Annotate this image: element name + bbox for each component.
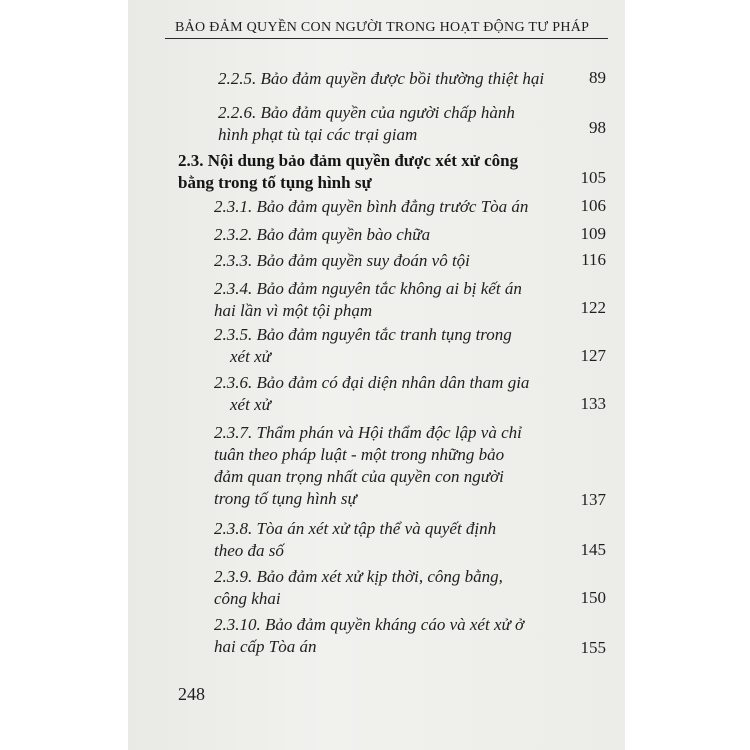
toc-entry-2-3-4 [214, 278, 522, 322]
toc-entry-2-3-6 [214, 372, 529, 416]
toc-entry-2-3-9 [214, 566, 503, 610]
running-head: BẢO ĐẢM QUYỀN CON NGƯỜI TRONG HOẠT ĐỘNG TƯ PHÁP [175, 20, 590, 35]
toc-page-number: 150 [580, 588, 606, 607]
toc-page-number: 155 [580, 638, 606, 657]
toc-entry-line: công khai [214, 589, 281, 608]
toc-entry-line: 2.2.5. Bảo đảm quyền được bồi thường thiệt hại [218, 69, 545, 88]
toc-section-2-3 [178, 150, 518, 194]
toc-entry-2-3-2 [214, 224, 430, 246]
toc-entry-line: 2.3.7. Thẩm phán và Hội thẩm độc lập và chỉ [214, 423, 522, 442]
toc-section-line: bằng trong tố tụng hình sự [178, 173, 372, 192]
toc-page-number: 133 [580, 394, 606, 413]
toc-entry-2-2-6 [218, 102, 515, 146]
toc-page-number: 106 [580, 196, 606, 215]
toc-entry-line: 2.2.6. Bảo đảm quyền của người chấp hành [218, 103, 515, 122]
toc-entry-line: tuân theo pháp luật - một trong những bảo [214, 445, 505, 464]
background-left [0, 0, 128, 750]
toc-page-number: 105 [580, 168, 606, 187]
toc-entry-line: 2.3.1. Bảo đảm quyền bình đẳng trước Tòa án [214, 197, 529, 216]
toc-entry-line: 2.3.2. Bảo đảm quyền bào chữa [214, 225, 431, 244]
toc-page-number: 137 [580, 490, 606, 509]
toc-entry-line: xét xử [230, 395, 271, 414]
toc-page-number: 122 [580, 298, 606, 317]
toc-entry-line: hai cấp Tòa án [214, 637, 317, 656]
toc-entry-2-3-3 [214, 250, 470, 272]
toc-entry-line: 2.3.6. Bảo đảm có đại diện nhân dân tham gia [214, 373, 530, 392]
toc-entry-line: 2.3.10. Bảo đảm quyền kháng cáo và xét xử ở [214, 615, 525, 634]
toc-entry-2-3-10 [214, 614, 524, 658]
toc-page-number: 127 [580, 346, 606, 365]
toc-page-number: 98 [589, 118, 606, 137]
toc-page-number: 116 [581, 250, 606, 269]
toc-entry-line: 2.3.5. Bảo đảm nguyên tắc tranh tụng trong [214, 325, 512, 344]
toc-entry-line: 2.3.4. Bảo đảm nguyên tắc không ai bị kết án [214, 279, 522, 298]
page-folio: 248 [178, 684, 205, 704]
toc-section-line: 2.3. Nội dung bảo đảm quyền được xét xử công [178, 151, 519, 170]
toc-entry-line: 2.3.8. Tòa án xét xử tập thể và quyết định [214, 519, 497, 538]
toc-entry-line: hình phạt tù tại các trại giam [218, 125, 418, 144]
toc-entry-2-3-1 [214, 196, 528, 218]
toc-entry-2-2-5 [218, 68, 544, 90]
toc-entry-line: xét xử [230, 347, 271, 366]
background-right [625, 0, 750, 750]
toc-entry-2-3-8 [214, 518, 496, 562]
toc-entry-line: theo đa số [214, 541, 284, 560]
toc-page-number: 89 [589, 68, 606, 87]
toc-entry-2-3-5 [214, 324, 512, 368]
header-rule [165, 38, 608, 39]
toc-entry-line: trong tố tụng hình sự [214, 489, 357, 508]
toc-entry-line: đảm quan trọng nhất của quyền con người [214, 467, 504, 486]
toc-entry-line: 2.3.9. Bảo đảm xét xử kịp thời, công bằng, [214, 567, 503, 586]
toc-entry-line: 2.3.3. Bảo đảm quyền suy đoán vô tội [214, 251, 470, 270]
toc-page-number: 145 [580, 540, 606, 559]
toc-page-number: 109 [580, 224, 606, 243]
toc-entry-2-3-7 [214, 422, 522, 510]
toc-entry-line: hai lần vì một tội phạm [214, 301, 373, 320]
